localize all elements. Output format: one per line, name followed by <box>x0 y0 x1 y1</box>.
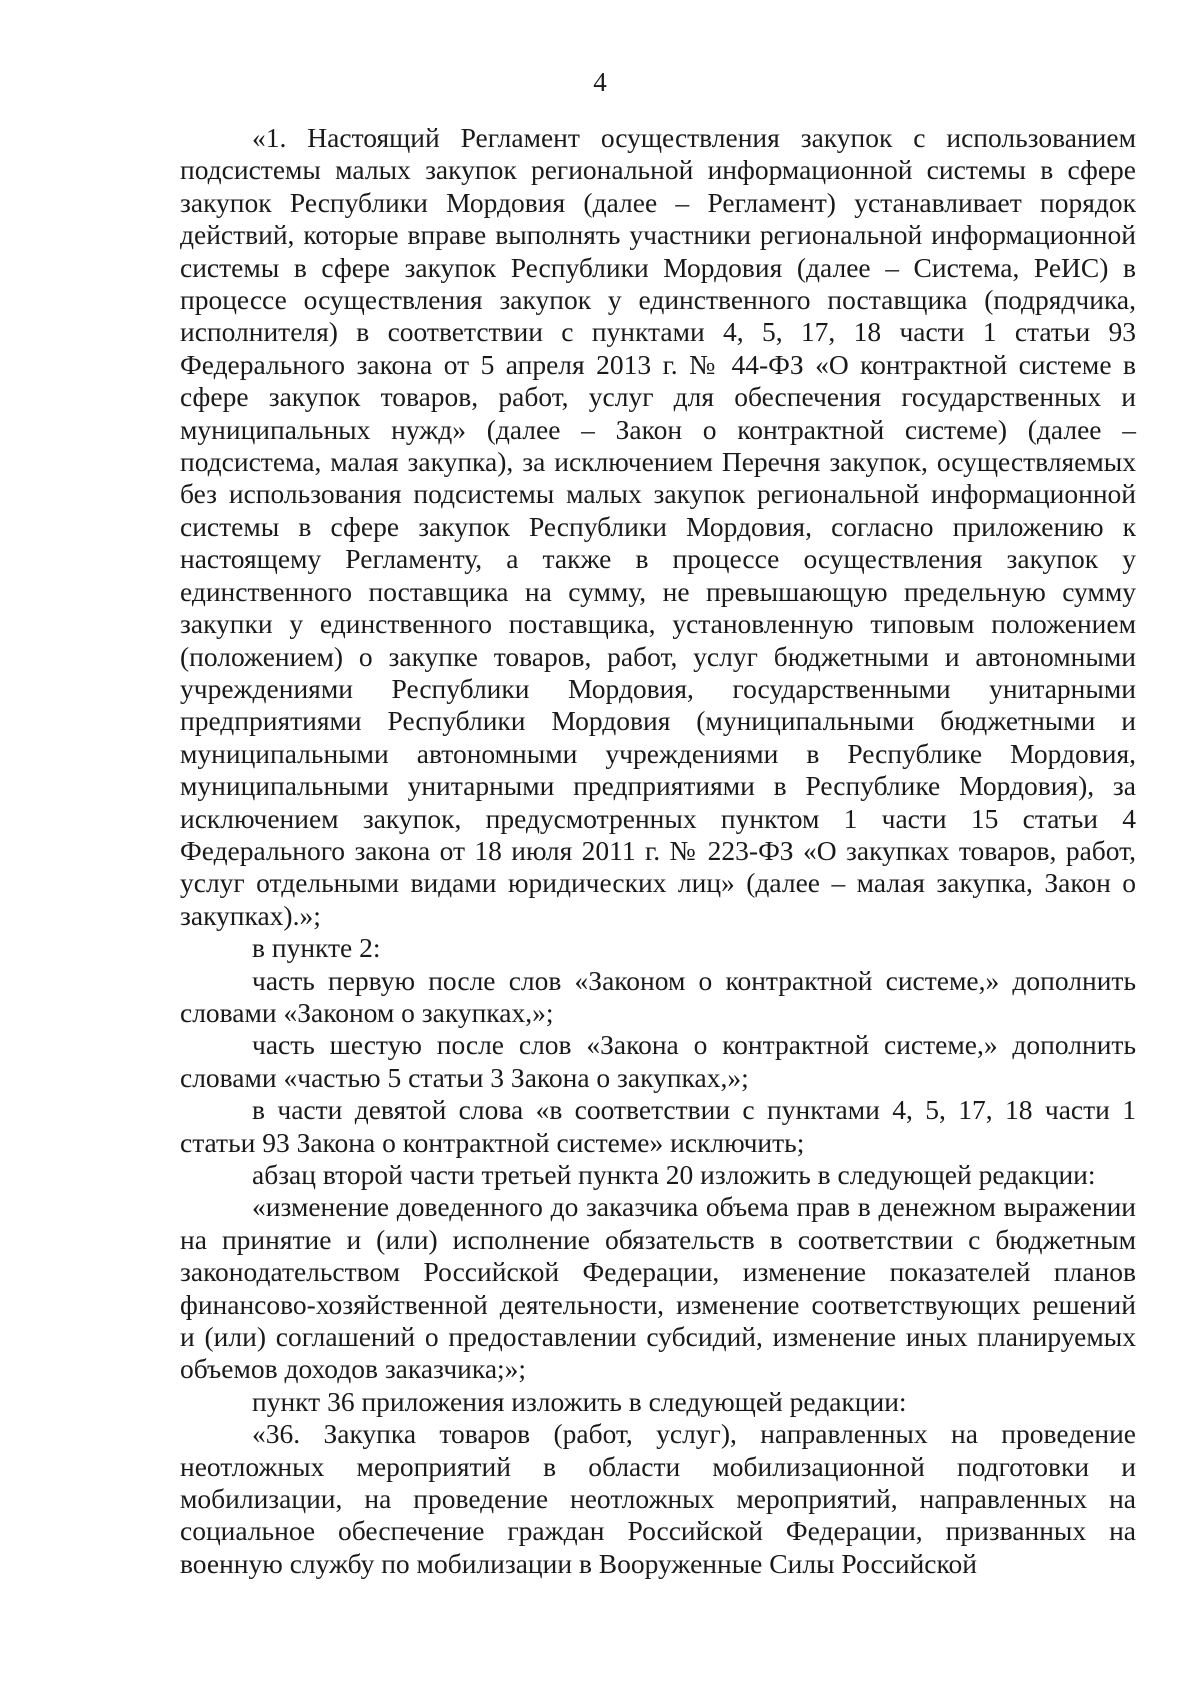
paragraph-point-36-intro: пункт 36 приложения изложить в следующей редакции: <box>252 1385 907 1417</box>
paragraph-point-2-intro: в пункте 2: <box>252 932 381 964</box>
document-body <box>180 122 1136 1580</box>
paragraph-part-one-amendment: часть первую после слов «Законом о контрактной системе,» дополнить словами «Законом о закупках,»; <box>180 964 1136 1028</box>
paragraph-point-20-new-text: «изменение доведенного до заказчика объема прав в денежном выражении на принятие и (или) исполнение обязательств в соответствии с бюджетным законодательством Российской Федерации, изменение показателей планов финансово-хозяйственной деятельности, изменение соответствующих решений и (или) соглашений о предоставлении субсидий, изменение иных планируемых объемов доходов заказчика;»; <box>180 1191 1136 1385</box>
paragraph-point-20-intro: абзац второй части третьей пункта 20 изложить в следующей редакции: <box>252 1159 1096 1190</box>
paragraph-part-nine-amendment: в части девятой слова «в соответствии с пунктами 4, 5, 17, 18 части 1 статьи 93 Закона о контрактной системе» исключить; <box>180 1094 1136 1158</box>
page-number: 4 <box>593 67 607 97</box>
paragraph-regulation-clause-1: «1. Настоящий Регламент осуществления закупок с использованием подсистемы малых закупок региональной информационной системы в сфере закупок Республики Мордовия (далее – Регламент) устанавливает порядок действий, которые вправе выполнять участники региональной информационной системы в сфере закупок Республики Мордовия (далее – Система, РеИС) в процессе осуществления закупок у единственного поставщика (подрядчика, исполнителя) в соответствии с пунктами 4, 5, 17, 18 части 1 статьи 93 Федерального закона от 5 апреля 2013 г. № 44-ФЗ «О контрактной системе в сфере закупок товаров, работ, услуг для обеспечения государственных и муниципальных нужд» (далее – Закон о контрактной системе) (далее – подсистема, малая закупка), за исключением Перечня закупок, осуществляемых без использования подсистемы малых закупок региональной информационной системы в сфере закупок Республики Мордовия, согласно приложению к настоящему Регламенту, а также в процессе осуществления закупок у единственного поставщика на сумму, не превышающую предельную сумму закупки у единственного поставщика, установленную типовым положением (положением) о закупке товаров, работ, услуг бюджетными и автономными учреждениями Республики Мордовия, государственными унитарными предприятиями Республики Мордовия (муниципальными бюджетными и муниципальными автономными учреждениями в Республике Мордовия, муниципальными унитарными предприятиями в Республике Мордовия), за исключением закупок, предусмотренных пунктом 1 части 15 статьи 4 Федерального закона от 18 июля 2011 г. № 223-ФЗ «О закупках товаров, работ, услуг отдельными видами юридических лиц» (далее – малая закупка, Закон о закупках).»; <box>180 122 1136 931</box>
paragraph-point-36-new-text: «36. Закупка товаров (работ, услуг), направленных на проведение неотложных мероприятий в области мобилизационной подготовки и мобилизации, на проведение неотложных мероприятий, направленных на социальное обеспечение граждан Российской Федерации, призванных на военную службу по мобилизации в Вооруженные Силы Российской <box>180 1418 1136 1579</box>
paragraph-part-six-amendment: часть шестую после слов «Закона о контрактной системе,» дополнить словами «частью 5 статьи 3 Закона о закупках,»; <box>180 1029 1136 1093</box>
